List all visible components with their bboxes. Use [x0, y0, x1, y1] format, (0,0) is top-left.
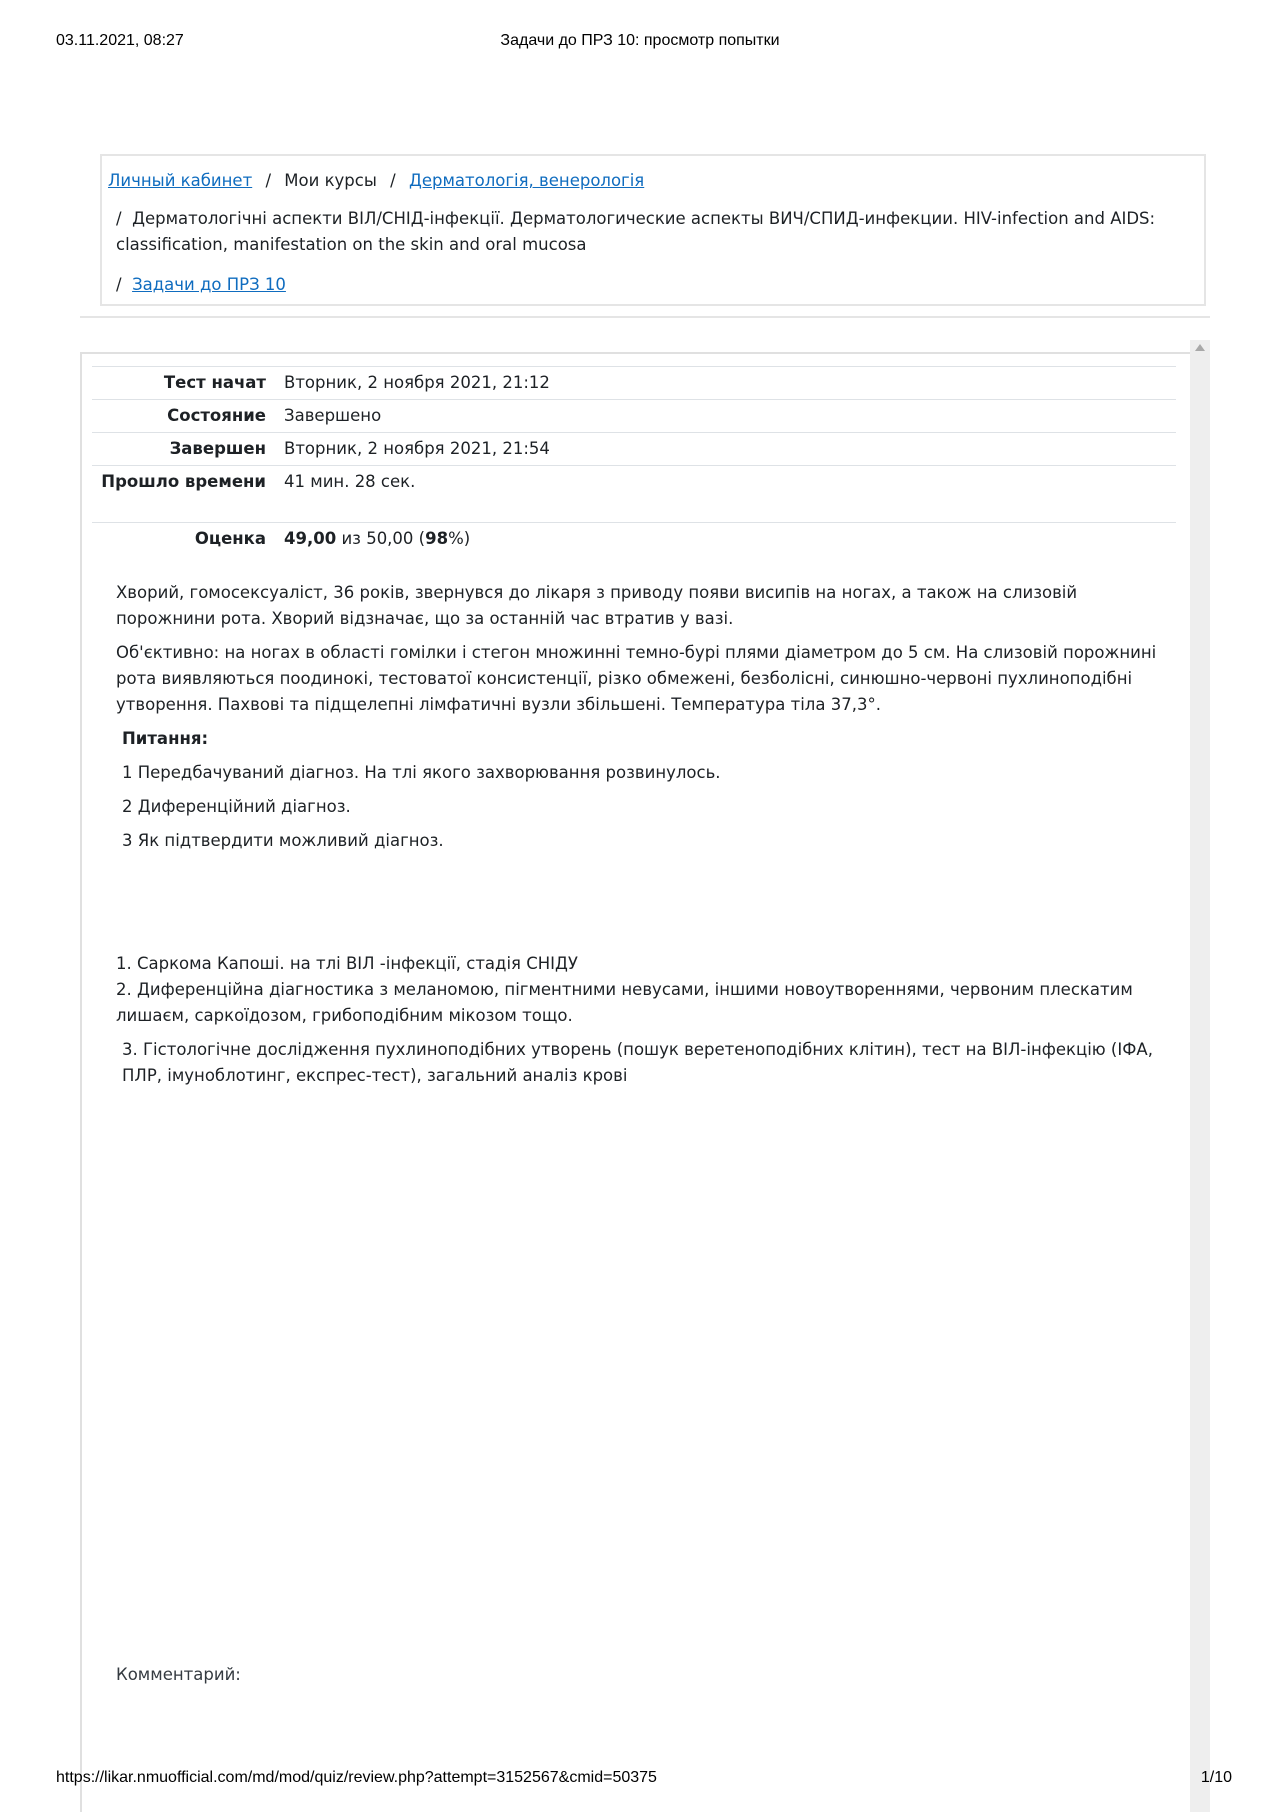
breadcrumb-quiz-link[interactable]: Задачи до ПРЗ 10 [132, 275, 286, 294]
grade-score: 49,00 [284, 529, 337, 548]
grade-of: из 50,00 ( [336, 529, 426, 548]
started-value: Вторник, 2 ноября 2021, 21:12 [284, 373, 550, 392]
answer-line-3: 3. Гістологічне дослідження пухлиноподібних утворень (пошук веретеноподібних клітин), тест на ВІЛ-інфекцію (ІФА, ПЛР, імуноблотинг, експрес-тест), загальний аналіз крові [122, 1040, 1153, 1085]
breadcrumb-my-courses: Мои курсы [284, 171, 377, 190]
print-url: https://likar.nmuofficial.com/md/mod/quiz/review.php?attempt=3152567&cmid=50375 [56, 1769, 657, 1786]
grade-close: %) [448, 529, 471, 548]
breadcrumb-line-2 [116, 206, 1196, 258]
summary-row-duration [92, 466, 1176, 523]
grade-label: Оценка [194, 529, 266, 548]
attempt-summary-table [92, 366, 1176, 555]
header-divider [80, 316, 1210, 318]
question-item: 3 Як підтвердити можливий діагноз. [122, 831, 444, 850]
question-item: 2 Диференційний діагноз. [122, 797, 351, 816]
breadcrumb-separator: / [390, 171, 396, 190]
state-value: Завершено [284, 406, 382, 425]
breadcrumb-line-3 [116, 272, 1196, 298]
breadcrumb-separator: / [265, 171, 272, 190]
breadcrumb-course-link[interactable]: Дерматологія, венерологія [408, 171, 645, 190]
summary-row-started [92, 367, 1176, 400]
breadcrumb-section: Дерматологічні аспекти ВІЛ/СНІД-інфекції. Дерматологические аспекты ВИЧ/СПИД-инфекции. HIV-infection and AIDS: classification, manifestation on the skin and oral mucosa [116, 209, 1156, 254]
question-paragraph-1: Хворий, гомосексуаліст, 36 років, звернувся до лікаря з приводу появи висипів на ногах, а також на слизовій порожнини рота. Хворий відзначає, що за останній час втратив у вазі. [116, 583, 1078, 628]
duration-value: 41 мин. 28 сек. [284, 472, 416, 491]
print-page-number: 1/10 [1200, 1769, 1232, 1786]
print-page-title: Задачи до ПРЗ 10: просмотр попытки [500, 32, 780, 49]
comment-label: Комментарий: [116, 1665, 241, 1684]
state-label: Состояние [167, 406, 266, 425]
grade-percent: 98 [425, 529, 449, 548]
breadcrumb-dashboard-link[interactable]: Личный кабинет [108, 171, 253, 190]
summary-row-completed [92, 433, 1176, 466]
answer-line-1: 1. Саркома Капоші. на тлі ВІЛ -інфекції, стадія СНІДУ [116, 954, 578, 973]
breadcrumb-separator: / [116, 275, 122, 294]
breadcrumb-line-1 [108, 168, 1196, 194]
answer-line-2: 2. Диференційна діагностика з меланомою, пігментними невусами, іншими новоутвореннями, червоним плескатим лишаєм, саркоїдозом, грибоподібним мікозом тощо. [116, 980, 1133, 1025]
started-label: Тест начат [163, 373, 266, 392]
question-paragraph-2: Об'єктивно: на ногах в області гомілки і стегон множинні темно-бурі плями діаметром до 5 см. На слизовій порожнині рота виявляються поодинокі, тестоватої консистенції, різко обмежені, безболісні, синюшно-червоні пухлиноподібні утворення. Пахвові та підщелепні лімфатичні вузли збільшені. Температура тіла 37,3°. [116, 643, 1157, 714]
scroll-up-arrow-icon[interactable] [1195, 344, 1205, 351]
question-heading: Питання: [122, 729, 209, 748]
breadcrumb-separator: / [116, 209, 122, 228]
breadcrumb [100, 154, 1206, 306]
duration-label: Прошло времени [101, 472, 266, 491]
answer-text [116, 951, 1166, 1097]
print-header [56, 32, 1224, 54]
print-datetime: 03.11.2021, 08:27 [56, 32, 184, 49]
question-item: 1 Передбачуваний діагноз. На тлі якого захворювання розвинулось. [122, 763, 721, 782]
summary-row-state [92, 400, 1176, 433]
completed-value: Вторник, 2 ноября 2021, 21:54 [284, 439, 550, 458]
completed-label: Завершен [169, 439, 266, 458]
summary-row-grade [92, 523, 1176, 556]
question-text [116, 580, 1166, 862]
grade-value [278, 523, 1176, 556]
page-scrollbar[interactable] [1190, 340, 1210, 1812]
